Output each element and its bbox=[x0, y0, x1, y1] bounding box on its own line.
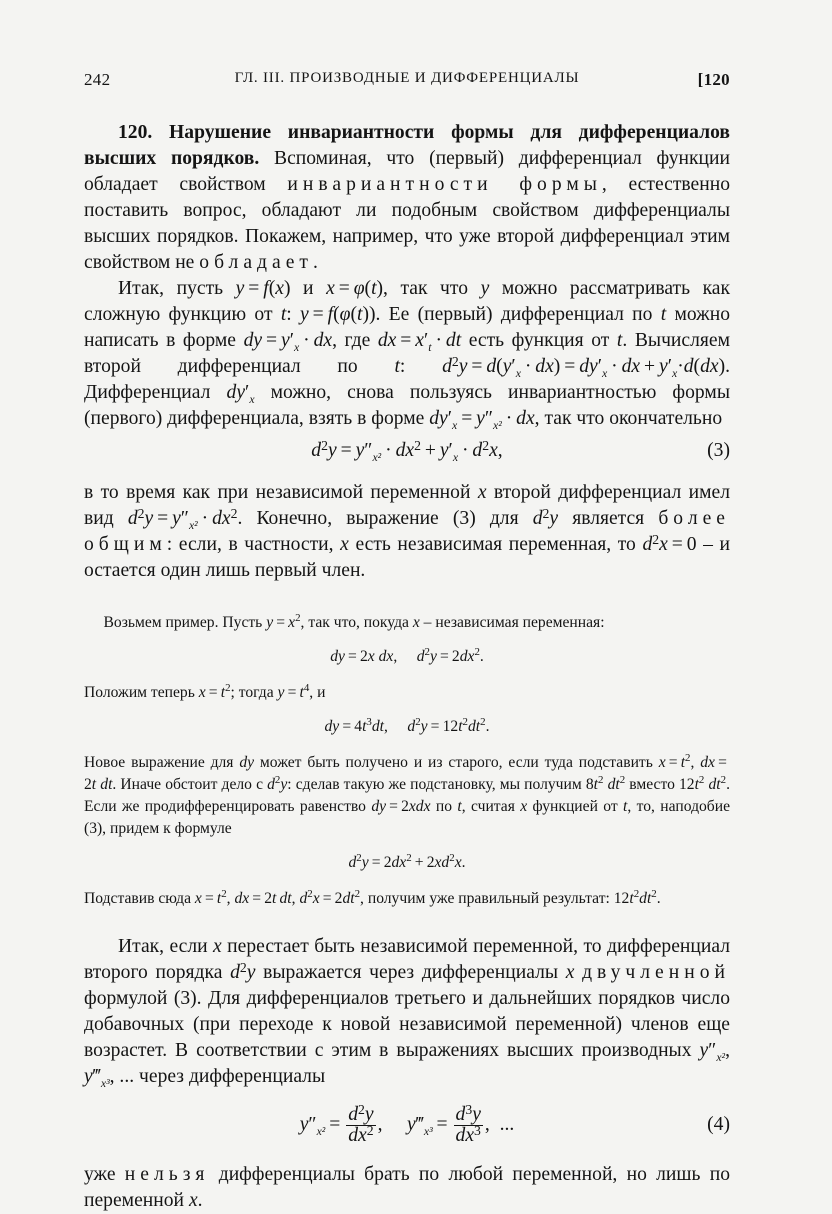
section-title: Нарушение инвариантности формы для дифференциалов высших порядков. bbox=[84, 122, 730, 169]
small-paragraph-4: Подставив сюда $x = t^2$, dx = 2t dt, $d^2x = 2dt^2$, получим уже правильный результат: $12t^2dt^2$. bbox=[84, 888, 661, 907]
equation-3: $d^2y = y''_{x^2} \cdot dx^2 + y'_x \cdot d^2x$, (3) bbox=[84, 434, 730, 468]
running-header bbox=[84, 70, 730, 94]
main-text-block-4 bbox=[84, 1162, 730, 1214]
section-mark: [120 bbox=[697, 70, 730, 89]
main-text-block-1 bbox=[84, 120, 730, 432]
small-paragraph-2: Положим теперь $x = t^2$; тогда $y = t^4$, и bbox=[84, 682, 326, 701]
paragraph-example: Итак, пусть y = f(x) и x = φ(t), так что y можно рассматривать как сложную функцию от t: y = f(φ(t)). Ее (первый) дифференциал по t можно написать в форме dy = $y'_x$ · dx, где dx = $x'_t$ · dt есть функция от t. Вычисляем второй дифференциал по t: $d^2y = d(y'_x \cdot dx) = dy'_x$ · dx + $y'_x\cdot d(dx)$. Дифференциал $dy'_x$ можно, снова пользуясь инвариантностью формы (первого) дифференциала, взять в форме $dy'_x = y''_{x^2}$ · dx, так что окончательно bbox=[84, 278, 731, 432]
equation-4-number: (4) bbox=[707, 1114, 730, 1135]
small-equation-3: $d^2y = 2dx^2 + 2xd^2x$. bbox=[348, 852, 466, 871]
paragraph-intro: 120. Нарушение инвариантности формы для дифференциалов высших порядков. Вспоминая, что (первый) дифференциал функции обладает свойством инвариантности формы, естественно поставить вопрос, обладают ли подобным свойством дифференциалы высших порядков. Покажем, например, что уже второй дифференциал этим свойством не обладает. bbox=[84, 122, 730, 273]
paragraph-final: уже нельзя дифференциалы брать по любой переменной, но лишь по переменной x. bbox=[84, 1164, 730, 1211]
small-print-block bbox=[84, 612, 730, 910]
page bbox=[84, 70, 730, 1214]
chapter-title: ГЛ. III. ПРОИЗВОДНЫЕ И ДИФФЕРЕНЦИАЛЫ bbox=[234, 70, 580, 86]
small-paragraph-3: Новое выражение для dy может быть получено и из старого, если туда подставить $x = t^2$, dx = 2t dt. Иначе обстоит дело с $d^2y$: сделав такую же подстановку, мы получим $8t^2$ $dt^2$ вместо $12t^2$ $dt^2$. Если же продифференцировать равенство dy = 2xdx по t, считая x функцией от t, то, наподобие (3), придем к формуле bbox=[84, 752, 731, 837]
paragraph-comparison: в то время как при независимой переменной x второй дифференциал имел вид $d^2y = y''_{x^2} \cdot dx^2$. Конечно, выражение (3) для $d^2y$ является более общим: если, в частности, x есть независимая переменная, то $d^2x = 0 - и$ остается один лишь первый член. bbox=[84, 482, 730, 581]
small-paragraph-1: Возьмем пример. Пусть $y = x^2$, так что, покуда x – независимая переменная: bbox=[84, 612, 605, 631]
paragraph-conclusion: Итак, если x перестает быть независимой переменной, то дифференциал второго порядка $d^2y$ выражается через дифференциалы x двучленной формулой (3). Для дифференциалов третьего и дальнейших порядков число добавочных (при переходе к новой независимой переменной) членов еще возрастет. В соответствии с этим в выражениях высших производных $y''_{x^2}$, $y‴_{x^3}$, ... через дифференциалы bbox=[84, 936, 730, 1090]
main-text-block-2 bbox=[84, 480, 730, 584]
main-text-block-3 bbox=[84, 934, 730, 1090]
small-equation-2: dy = $4t^3dt$, $d^2y = 12t^2dt^2$. bbox=[324, 716, 490, 735]
section-number: 120. bbox=[118, 122, 153, 143]
small-equation-1: dy = 2x dx, $d^2y = 2dx^2$. bbox=[330, 646, 484, 665]
equation-3-number: (3) bbox=[707, 440, 730, 461]
equation-4: $y''_{x^2}$ = $\frac{d^2y}{dx^2}$ , $y‴_{x^3}$ = $\frac{d^3y}{dx^3}$ , ... (4) bbox=[84, 1094, 730, 1156]
page-number: 242 bbox=[84, 70, 111, 89]
